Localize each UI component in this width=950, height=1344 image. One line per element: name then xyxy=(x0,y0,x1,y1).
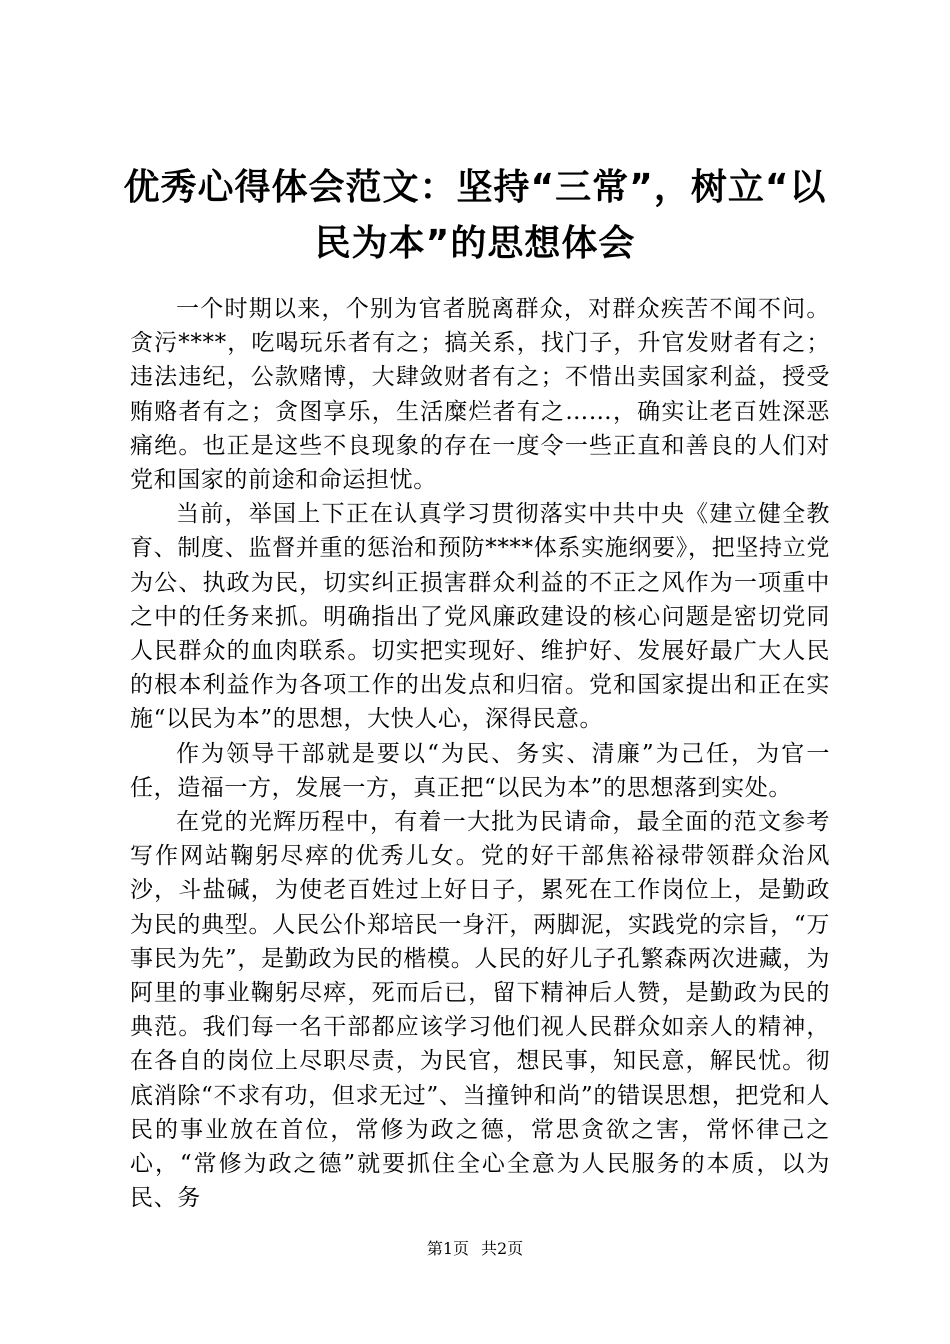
paragraph-1: 一个时期以来，个别为官者脱离群众，对群众疾苦不闻不问。贪污****，吃喝玩乐者有之；搞关系，找门子，升官发财者有之；违法违纪，公款赌博，大肆敛财者有之；不惜出卖国家利益，授受贿赂者有之；贪图享乐，生活糜烂者有之……，确实让老百姓深恶痛绝。也正是这些不良现象的存在一度令一些正直和善良的人们对党和国家的前途和命运担忧。 xyxy=(130,296,830,494)
page-number: 第1页 xyxy=(426,1239,469,1258)
paragraph-3: 作为领导干部就是要以“为民、务实、清廉”为己任，为官一任，造福一方，发展一方，真正把“以民为本”的思想落到实处。 xyxy=(130,740,830,801)
paragraph-4: 在党的光辉历程中，有着一大批为民请命，最全面的范文参考写作网站鞠躬尽瘁的优秀儿女。党的好干部焦裕禄带领群众治风沙，斗盐碱，为使老百姓过上好日子，累死在工作岗位上，是勤政为民的典型。人民公仆郑培民一身汗，两脚泥，实践党的宗旨，“万事民为先”，是勤政为民的楷模。人民的好儿子孔繁森两次进藏，为阿里的事业鞠躬尽瘁，死而后已，留下精神后人赞，是勤政为民的典范。我们每一名干部都应该学习他们视人民群众如亲人的精神，在各自的岗位上尽职尽责，为民官，想民事，知民意，解民忧。彻底消除“不求有功，但求无过”、当撞钟和尚”的错误思想，把党和人民的事业放在首位，常修为政之德，常思贪欲之害，常怀律己之心，“常修为政之德”就要抓住全心全意为人民服务的本质，以为民、务 xyxy=(130,809,830,1212)
page-total: 共2页 xyxy=(481,1239,524,1258)
document-body xyxy=(130,292,830,1215)
page-footer xyxy=(0,1238,950,1260)
document-title: 优秀心得体会范文：坚持“三常”，树立“以民为本”的思想体会 xyxy=(123,167,827,264)
paragraph-2: 当前，举国上下正在认真学习贯彻落实中共中央《建立健全教育、制度、监督并重的惩治和预防****体系实施纲要》，把坚持立党为公、执政为民，切实纠正损害群众利益的不正之风作为一项重中之中的任务来抓。明确指出了党风廉政建设的核心问题是密切党同人民群众的血肉联系。切实把实现好、维护好、发展好最广大人民的根本利益作为各项工作的出发点和归宿。党和国家提出和正在实施“以民为本”的思想，大快人心，深得民意。 xyxy=(130,501,830,733)
